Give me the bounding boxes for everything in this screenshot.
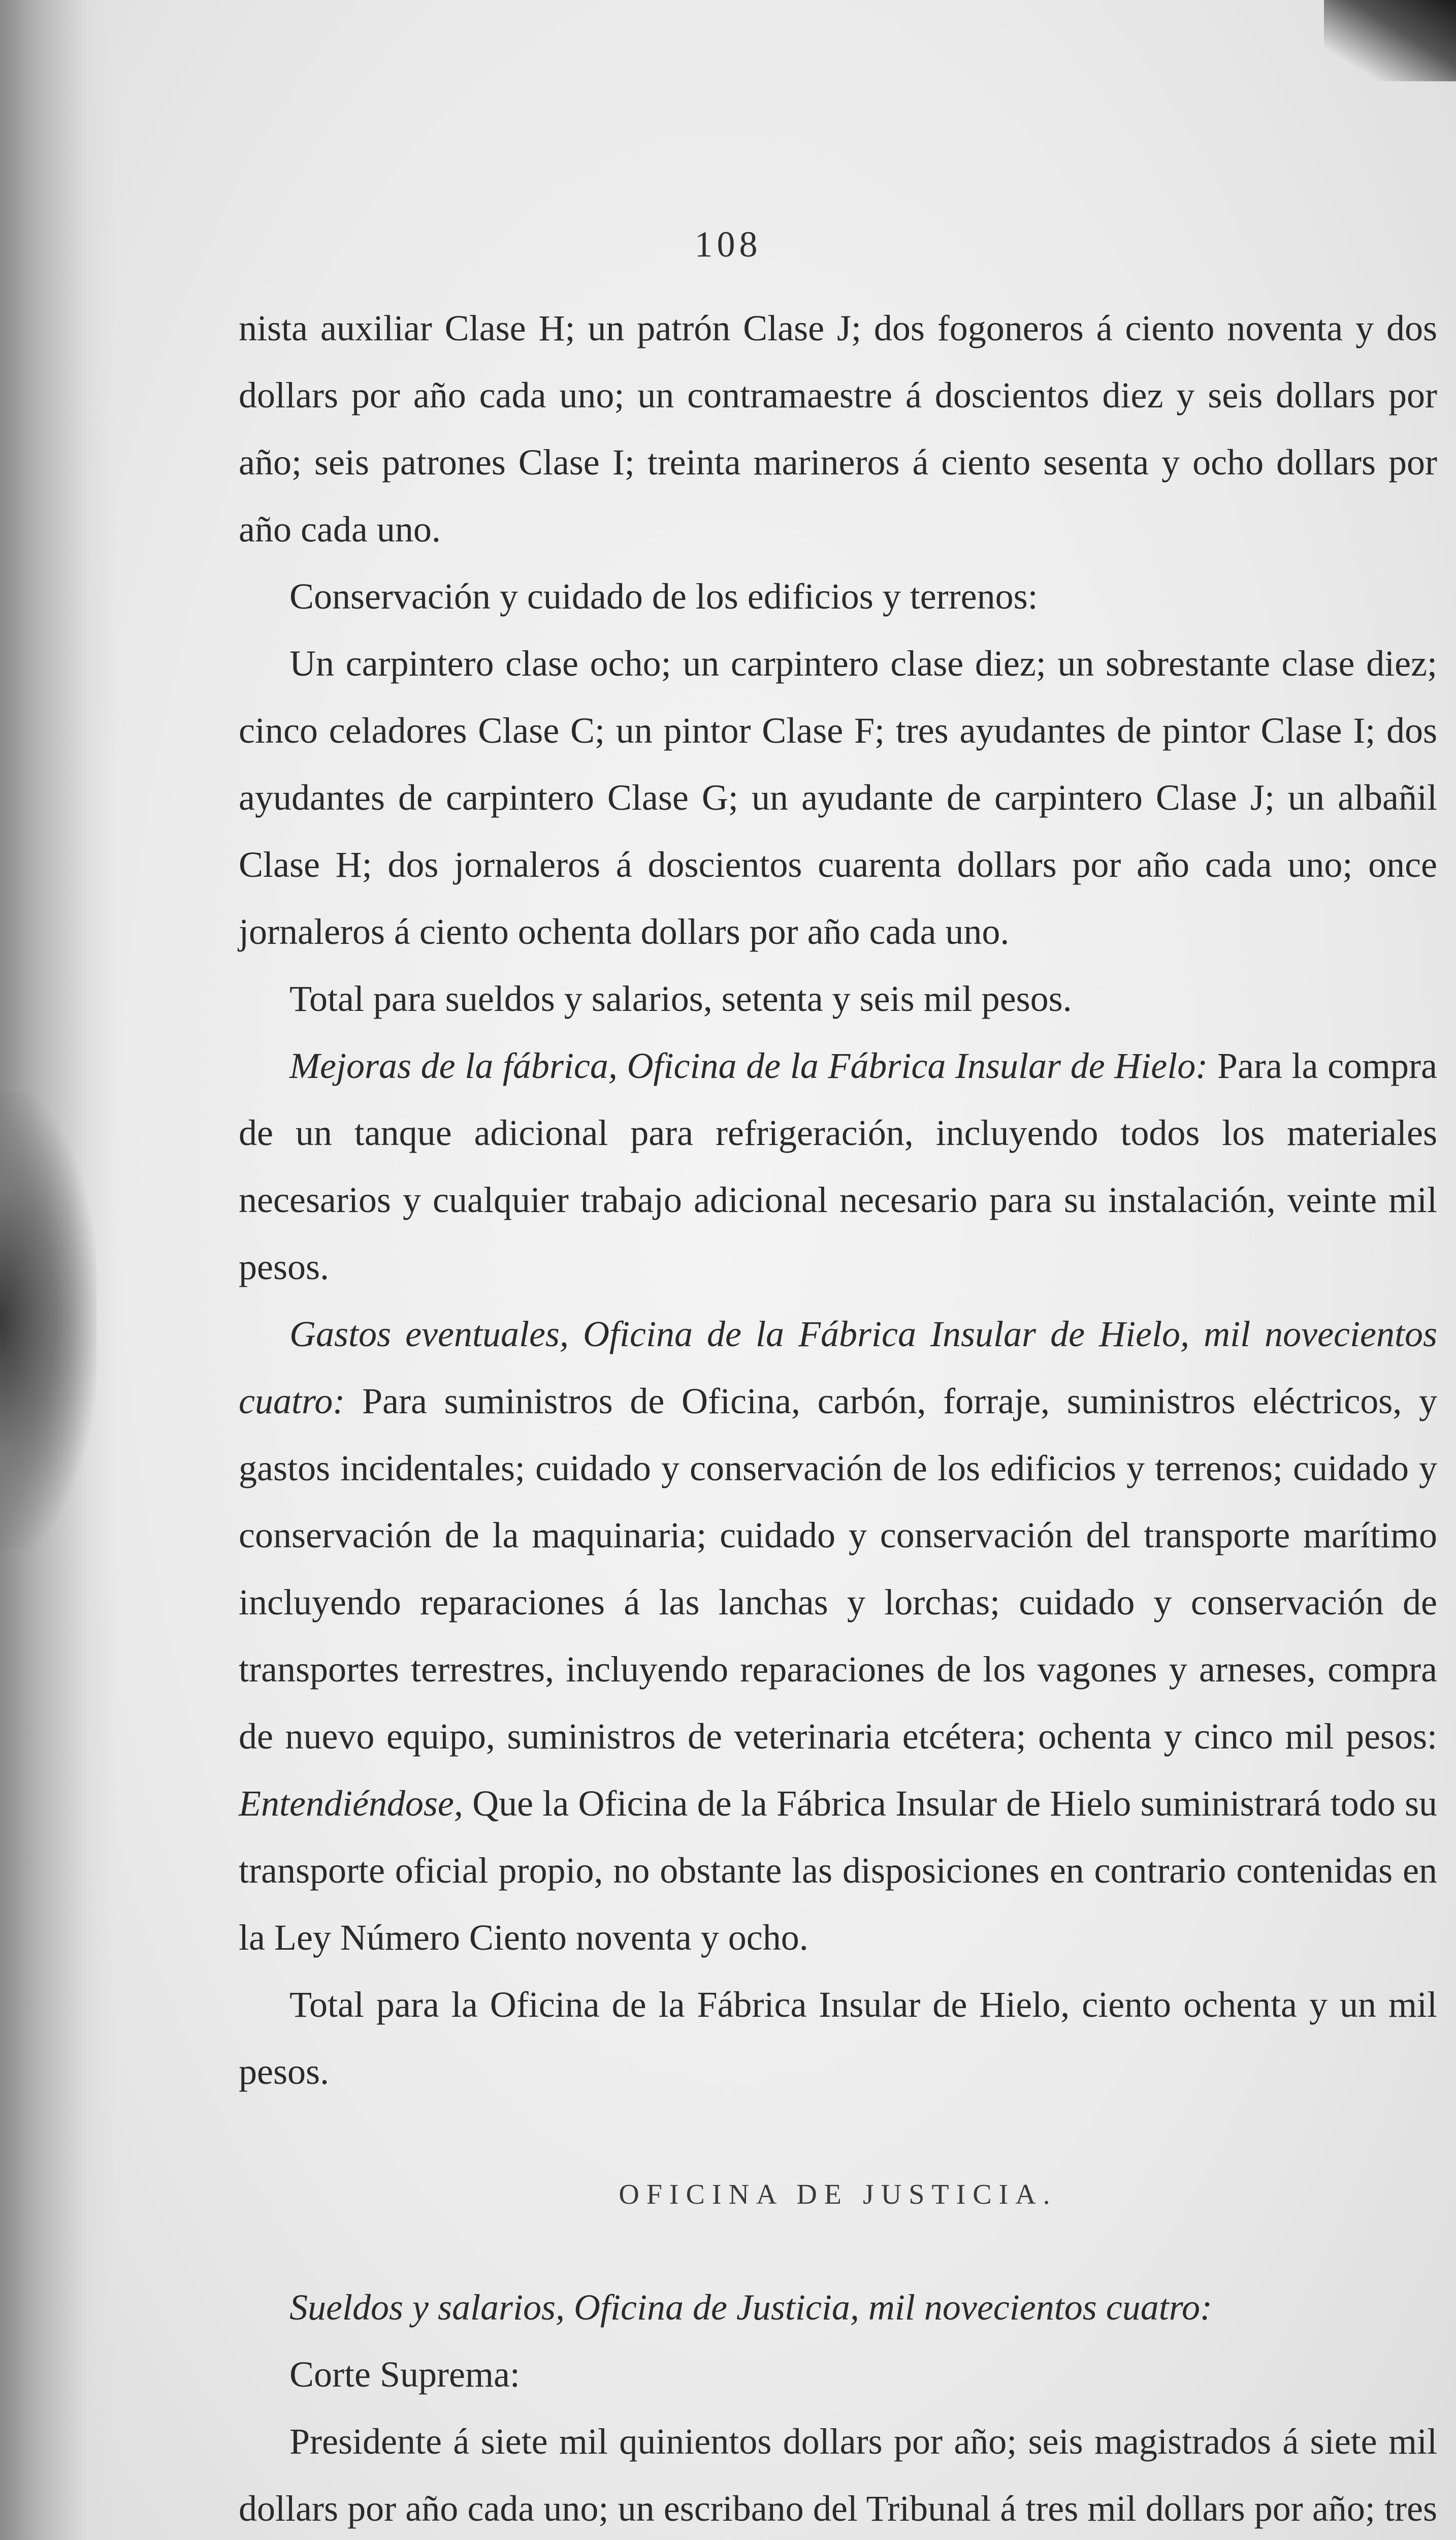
page-number: 108	[694, 224, 762, 265]
paragraph-text-segment: Conservación y cuidado de los edificios y terrenos:	[289, 576, 1038, 617]
body-after-heading	[239, 2274, 1437, 2540]
paragraph-text-segment: Que la Oficina de la Fábrica Insular de Hielo suministrará todo su transporte oficial propio, no obstante las disposiciones en contrario contenidas en la Ley Número Ciento noventa y ocho.	[239, 1783, 1437, 1958]
paragraph-p9	[239, 2341, 1437, 2408]
paragraph-text-segment: Mejoras de la fábrica, Oficina de la Fábrica Insular de Hielo:	[289, 1045, 1208, 1086]
paragraph-p3	[239, 630, 1437, 965]
paragraph-text-segment: Gastos eventuales, Oficina de la Fábrica Insular de Hielo, mil novecientos cuatro:	[239, 1314, 1437, 1421]
paragraph-text-segment: Para suministros de Oficina, carbón, forraje, suministros eléctricos, y gastos incidentales; cuidado y conservación de los edificios y terrenos; cuidado y conservación de la maquinaria; cuidado y conservación del transporte marítimo incluyendo reparaciones á las lanchas y lorchas; cuidado y conservación de transportes terrestres, incluyendo reparaciones de los vagones y arneses, compra de nuevo equipo, suministros de veterinaria etcétera; ochenta y cinco mil pesos:	[239, 1381, 1437, 1757]
paragraph-p4	[239, 965, 1437, 1032]
paragraph-text-segment: Corte Suprema:	[289, 2354, 520, 2395]
paragraph-p10	[239, 2408, 1437, 2540]
paragraph-p8	[239, 2274, 1437, 2341]
page-body	[239, 295, 1437, 2540]
paragraph-p7	[239, 1971, 1437, 2105]
page-corner-shadow	[1324, 0, 1456, 81]
paragraph-text-segment: Total para sueldos y salarios, setenta y seis mil pesos.	[289, 978, 1072, 1019]
paragraph-text-segment: Entendiéndose,	[239, 1783, 463, 1824]
section-heading: OFICINA DE JUSTICIA.	[619, 2179, 1057, 2210]
paragraph-text-segment: Un carpintero clase ocho; un carpintero clase diez; un sobrestante clase diez; cinco celadores Clase C; un pintor Clase F; tres ayudantes de pintor Clase I; dos ayudantes de carpintero Clase G; un ayudante de carpintero Clase J; un albañil Clase H; dos jornaleros á doscientos cuarenta dollars por año cada uno; once jornaleros á ciento ochenta dollars por año cada uno.	[239, 643, 1437, 952]
paragraph-p5	[239, 1032, 1437, 1300]
paragraph-p1	[239, 295, 1437, 563]
paragraph-text-segment: nista auxiliar Clase H; un patrón Clase J; dos fogoneros á ciento noventa y dos dollars por año cada uno; un contramaestre á doscientos diez y seis dollars por año; seis patrones Clase I; treinta marineros á ciento sesenta y ocho dollars por año cada uno.	[239, 308, 1437, 550]
paragraph-text-segment: Presidente á siete mil quinientos dollars por año; seis magistrados á siete mil dollars por año cada uno; un escribano del Tribunal á tres mil dollars por año; tres	[239, 2421, 1437, 2529]
body-before-heading	[239, 295, 1437, 2105]
paragraph-text-segment: Para la compra de un tanque adicional para refrigeración, incluyendo todos los materiales necesarios y cualquier trabajo adicional necesario para su instalación, veinte mil pesos.	[239, 1045, 1437, 1287]
paragraph-text-segment: Sueldos y salarios, Oficina de Justicia, mil novecientos cuatro:	[289, 2287, 1213, 2328]
paragraph-p6	[239, 1300, 1437, 1971]
paragraph-text-segment: Total para la Oficina de la Fábrica Insular de Hielo, ciento ochenta y un mil pesos.	[239, 1984, 1437, 2092]
page-binding-shadow	[0, 1092, 96, 1549]
paragraph-p2	[239, 563, 1437, 630]
